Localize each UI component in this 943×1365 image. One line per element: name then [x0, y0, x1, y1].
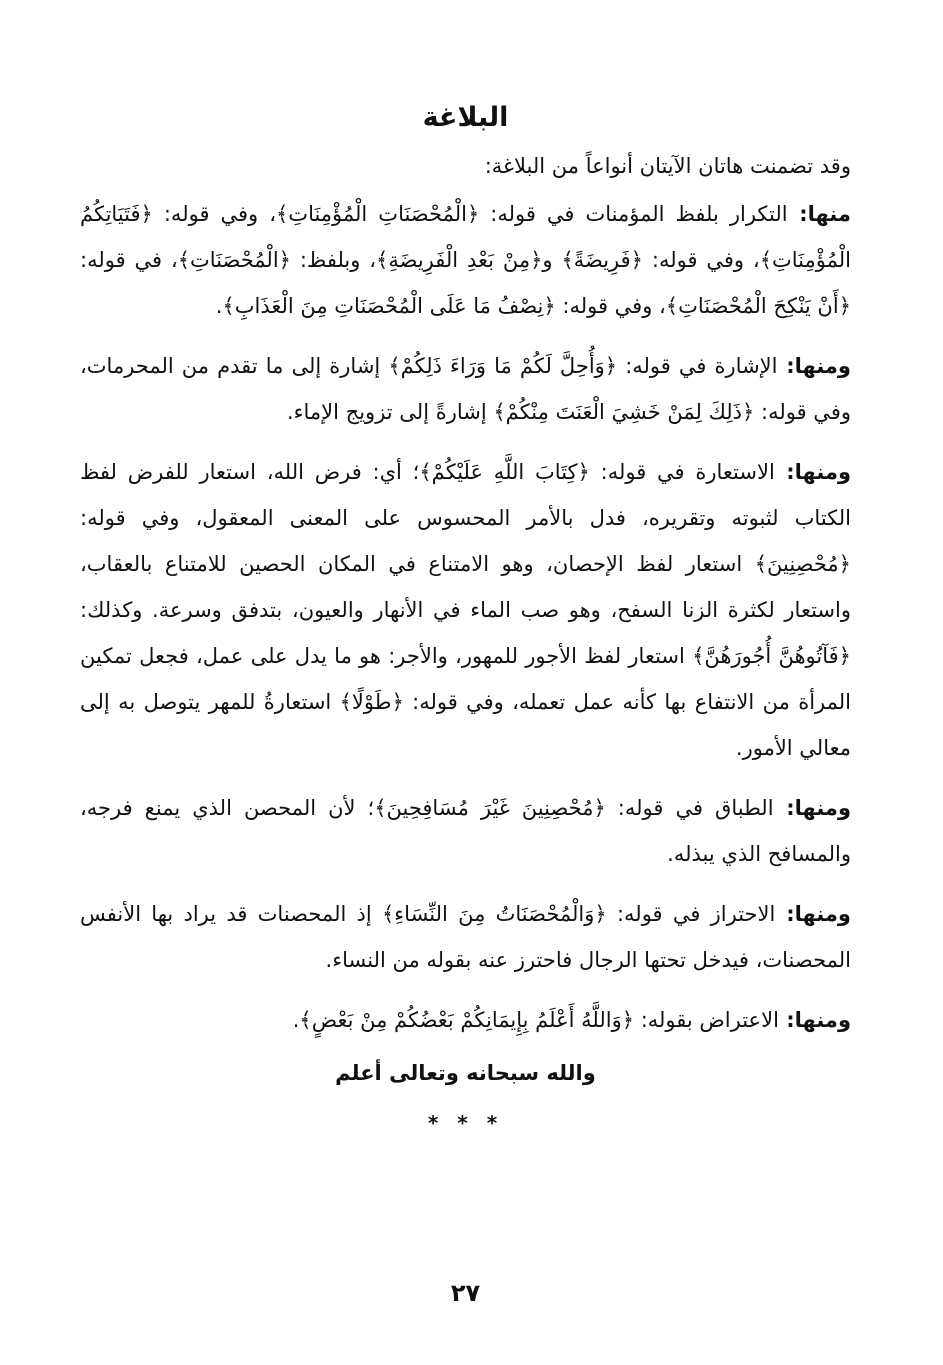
paragraph-repetition — [80, 191, 851, 329]
paragraph-lead: ومنها: — [773, 796, 851, 821]
section-title: البلاغة — [422, 102, 509, 133]
closing-phrase: والله سبحانه وتعالى أعلم — [335, 1061, 596, 1086]
paragraph-text: الاعتراض بقوله: ﴿وَاللَّهُ أَعْلَمُ بِإِيمَانِكُمْ بَعْضُكُمْ مِنْ بَعْضٍ﴾. — [292, 1008, 779, 1033]
paragraph-text: الطباق في قوله: ﴿مُحْصِنِينَ غَيْرَ مُسَافِحِينَ﴾؛ لأن المحصن الذي يمنع فرجه، والمسافح الذي يبذله. — [80, 796, 851, 867]
book-page — [80, 92, 851, 1325]
paragraph-lead: ومنها: — [774, 460, 851, 485]
paragraph-metaphor — [80, 449, 851, 771]
paragraph-lead: ومنها: — [775, 902, 851, 927]
paragraph-text: الاحتراز في قوله: ﴿وَالْمُحْصَنَاتُ مِنَ النِّسَاءِ﴾ إذ المحصنات قد يراد بها الأنفس المحصنات، فيدخل تحتها الرجال فاحترز عنه بقوله من النساء. — [80, 902, 851, 973]
paragraph-reference — [80, 343, 851, 435]
paragraph-parenthesis — [80, 997, 851, 1043]
section-separator: * * * — [427, 1110, 504, 1135]
paragraph-text: الاستعارة في قوله: ﴿كِتَابَ اللَّهِ عَلَيْكُمْ﴾؛ أي: فرض الله، استعار للفرض لفظ الكتاب لثبوته وتقريره، فدل بالأمر المحسوس على المعنى المعقول، وفي قوله: ﴿مُحْصِنِينَ﴾ استعار لفظ الإحصان، وهو الامتناع في المكان الحصين للامتناع بالعقاب، واستعار لكثرة الزنا السفح، وهو صب الماء في الأنهار والعيون، بتدفق وسرعة. وكذلك: ﴿فَآتُوهُنَّ أُجُورَهُنَّ﴾ استعار لفظ الأجور للمهور، والأجر: هو ما يدل على عمل، فجعل تمكين المرأة من الانتفاع بها كأنه عمل تعمله، وفي قوله: ﴿طَوْلًا﴾ استعارةُ للمهر يتوصل به إلى معالي الأمور. — [80, 460, 851, 761]
paragraph-lead: ومنها: — [777, 354, 851, 379]
paragraph-lead: ومنها: — [778, 1008, 851, 1033]
paragraph-text: الإشارة في قوله: ﴿وَأُحِلَّ لَكُمْ مَا وَرَاءَ ذَلِكُمْ﴾ إشارة إلى ما تقدم من المحرمات، وفي قوله: ﴿ذَلِكَ لِمَنْ خَشِيَ الْعَنَتَ مِنْكُمْ﴾ إشارةً إلى تزويج الإماء. — [80, 354, 851, 425]
paragraph-precaution — [80, 891, 851, 983]
intro-text: وقد تضمنت هاتان الآيتان أنواعاً من البلاغة: — [484, 154, 851, 179]
paragraph-text: التكرار بلفظ المؤمنات في قوله: ﴿الْمُحْصَنَاتِ الْمُؤْمِنَاتِ﴾، وفي قوله: ﴿فَتَيَاتِكُمُ الْمُؤْمِنَاتِ﴾، وفي قوله: ﴿فَرِيضَةً﴾ و﴿مِنْ بَعْدِ الْفَرِيضَةِ﴾، وبلفظ: ﴿الْمُحْصَنَاتِ﴾، في قوله: ﴿أَنْ يَنْكِحَ الْمُحْصَنَاتِ﴾، وفي قوله: ﴿نِصْفُ مَا عَلَى الْمُحْصَنَاتِ مِنَ الْعَذَابِ﴾. — [80, 202, 851, 319]
paragraph-lead: منها: — [787, 202, 851, 227]
page-number: ٢٧ — [450, 1279, 481, 1307]
paragraph-antithesis — [80, 785, 851, 877]
